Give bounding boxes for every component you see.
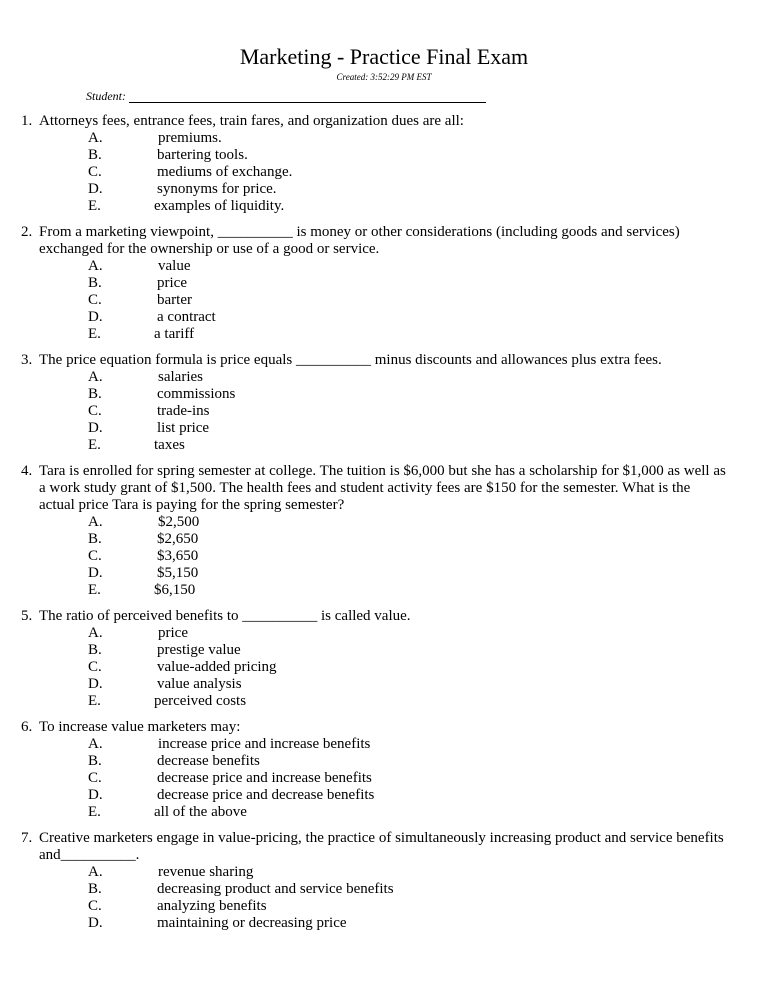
question-number: 6.: [21, 719, 33, 735]
question-text: Attorneys fees, entrance fees, train fares, and organization dues are all:: [39, 113, 464, 129]
option-text: examples of liquidity.: [154, 198, 285, 214]
option-text: prestige value: [157, 642, 241, 658]
option-letter: E.: [88, 582, 101, 598]
answer-option: [0, 736, 768, 753]
option-letter: E.: [88, 437, 101, 453]
option-letter: D.: [88, 915, 103, 931]
answer-option: [0, 130, 768, 147]
option-text: $5,150: [157, 565, 199, 581]
option-text: barter: [157, 292, 192, 308]
option-text: decrease benefits: [157, 753, 260, 769]
option-text: price: [157, 275, 187, 291]
option-text: synonyms for price.: [157, 181, 277, 197]
student-label: Student:: [86, 89, 126, 103]
answer-option: [0, 147, 768, 164]
question-text: The ratio of perceived benefits to __________ is called value.: [39, 608, 411, 624]
answer-option: [0, 403, 768, 420]
question-list: [0, 113, 768, 941]
option-letter: C.: [88, 770, 102, 786]
answer-option: [0, 548, 768, 565]
answer-option: [0, 326, 768, 343]
question-number: 2.: [21, 224, 33, 240]
option-text: commissions: [157, 386, 236, 402]
option-letter: B.: [88, 753, 102, 769]
page-title: Marketing - Practice Final Exam: [239, 44, 529, 69]
option-text: bartering tools.: [157, 147, 248, 163]
answer-option: [0, 386, 768, 403]
option-text: $2,650: [157, 531, 199, 547]
question-text: The price equation formula is price equals __________ minus discounts and allowances plus extra fees.: [39, 352, 662, 368]
option-letter: D.: [88, 309, 103, 325]
option-letter: B.: [88, 147, 102, 163]
answer-option: [0, 881, 768, 898]
answer-option: [0, 898, 768, 915]
created-timestamp: Created: 3:52:29 PM EST: [336, 72, 432, 82]
option-text: increase price and increase benefits: [158, 736, 371, 752]
answer-option: [0, 582, 768, 599]
option-letter: D.: [88, 181, 103, 197]
option-text: maintaining or decreasing price: [157, 915, 347, 931]
question-text: From a marketing viewpoint, __________ is money or other considerations (including goods and services) exchanged for the ownership or use of a good or service.: [39, 224, 680, 257]
option-text: $2,500: [158, 514, 200, 530]
answer-option: [0, 164, 768, 181]
question-number: 7.: [21, 830, 33, 846]
option-letter: C.: [88, 659, 102, 675]
option-text: value-added pricing: [157, 659, 277, 675]
option-text: a tariff: [154, 326, 195, 342]
option-text: decrease price and decrease benefits: [157, 787, 375, 803]
option-letter: C.: [88, 548, 102, 564]
option-text: revenue sharing: [158, 864, 254, 880]
answer-option: [0, 787, 768, 804]
answer-option: [0, 693, 768, 710]
answer-option: [0, 770, 768, 787]
answer-option: [0, 753, 768, 770]
option-text: price: [158, 625, 188, 641]
answer-option: [0, 275, 768, 292]
answer-option: [0, 864, 768, 881]
option-letter: A.: [88, 864, 103, 880]
question-1: [0, 113, 768, 215]
option-text: mediums of exchange.: [157, 164, 293, 180]
question-number: 4.: [21, 463, 33, 479]
option-text: salaries: [158, 369, 203, 385]
answer-option: [0, 804, 768, 821]
option-letter: C.: [88, 898, 102, 914]
option-letter: A.: [88, 369, 103, 385]
question-3: [0, 352, 768, 454]
option-text: taxes: [154, 437, 185, 453]
option-letter: E.: [88, 693, 101, 709]
answer-option: [0, 915, 768, 932]
answer-option: [0, 181, 768, 198]
question-7: [0, 830, 768, 932]
option-letter: A.: [88, 625, 103, 641]
option-letter: A.: [88, 258, 103, 274]
option-letter: D.: [88, 787, 103, 803]
question-number: 1.: [21, 113, 33, 129]
option-letter: C.: [88, 164, 102, 180]
option-letter: B.: [88, 881, 102, 897]
answer-option: [0, 659, 768, 676]
answer-option: [0, 514, 768, 531]
option-letter: E.: [88, 804, 101, 820]
answer-option: [0, 565, 768, 582]
option-letter: A.: [88, 130, 103, 146]
option-letter: B.: [88, 642, 102, 658]
option-text: perceived costs: [154, 693, 247, 709]
option-letter: A.: [88, 736, 103, 752]
answer-option: [0, 625, 768, 642]
answer-option: [0, 198, 768, 215]
question-6: [0, 719, 768, 821]
option-letter: D.: [88, 676, 103, 692]
answer-option: [0, 531, 768, 548]
option-text: decrease price and increase benefits: [157, 770, 372, 786]
answer-option: [0, 309, 768, 326]
option-letter: B.: [88, 531, 102, 547]
question-text: To increase value marketers may:: [39, 719, 241, 735]
question-text: Tara is enrolled for spring semester at college. The tuition is $6,000 but she has a scholarship for $1,000 as well as a work study grant of $1,500. The health fees and student activity fees are $150 for the semester. What is the actual price Tara is paying for the spring semester?: [39, 463, 726, 513]
option-letter: D.: [88, 420, 103, 436]
question-number: 3.: [21, 352, 33, 368]
answer-option: [0, 642, 768, 659]
option-letter: E.: [88, 198, 101, 214]
option-text: list price: [157, 420, 210, 436]
option-letter: E.: [88, 326, 101, 342]
question-4: [0, 463, 768, 599]
option-letter: C.: [88, 292, 102, 308]
option-letter: B.: [88, 275, 102, 291]
question-5: [0, 608, 768, 710]
student-field: [86, 89, 486, 103]
option-text: value analysis: [157, 676, 242, 692]
answer-option: [0, 437, 768, 454]
option-text: $3,650: [157, 548, 199, 564]
option-text: value: [158, 258, 191, 274]
option-text: decreasing product and service benefits: [157, 881, 394, 897]
option-letter: C.: [88, 403, 102, 419]
option-letter: D.: [88, 565, 103, 581]
option-text: all of the above: [154, 804, 247, 820]
option-letter: B.: [88, 386, 102, 402]
option-text: trade-ins: [157, 403, 210, 419]
answer-option: [0, 676, 768, 693]
answer-option: [0, 258, 768, 275]
question-text: Creative marketers engage in value-pricing, the practice of simultaneously increasing product and service benefits and__________.: [39, 830, 724, 863]
answer-option: [0, 369, 768, 386]
question-number: 5.: [21, 608, 33, 624]
student-name-line: [129, 90, 486, 103]
question-2: [0, 224, 768, 343]
option-letter: A.: [88, 514, 103, 530]
answer-option: [0, 292, 768, 309]
option-text: a contract: [157, 309, 216, 325]
option-text: analyzing benefits: [157, 898, 267, 914]
option-text: premiums.: [158, 130, 222, 146]
option-text: $6,150: [154, 582, 196, 598]
answer-option: [0, 420, 768, 437]
